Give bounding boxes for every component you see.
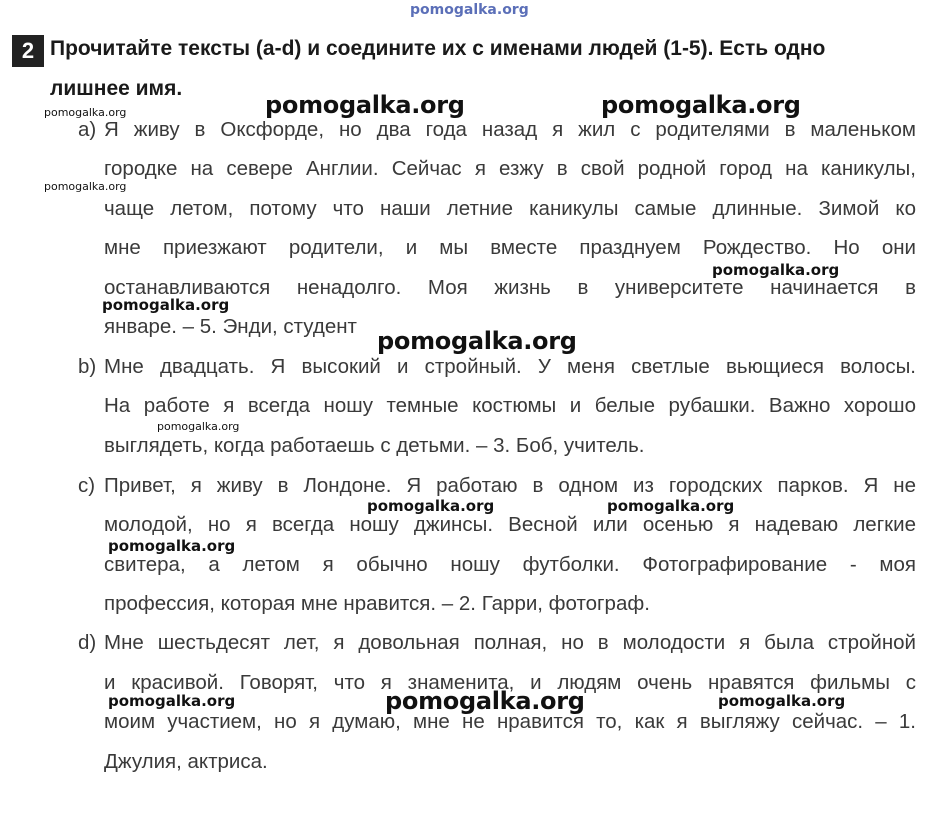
item-a-line-4: мне приезжают родители, и мы вместе празднуем Рождество. Но они bbox=[104, 236, 916, 259]
watermark: pomogalka.org bbox=[102, 296, 230, 314]
task-number-badge: 2 bbox=[12, 35, 44, 67]
item-a-line-5: останавливаются ненадолго. Моя жизнь в университете начинается в bbox=[104, 276, 916, 299]
item-b-line-3: выглядеть, когда работаешь с детьми. – 3. Боб, учитель. bbox=[104, 434, 645, 457]
item-c-line-3: свитера, а летом я обычно ношу футболки. Фотографирование - моя bbox=[104, 553, 916, 576]
watermark: pomogalka.org bbox=[718, 692, 846, 710]
item-a-marker: a) bbox=[78, 118, 97, 141]
item-b-marker: b) bbox=[78, 355, 97, 378]
item-d-line-1: Мне шестьдесят лет, я довольная полная, но в молодости я была стройной bbox=[104, 631, 916, 654]
item-d-line-4: Джулия, актриса. bbox=[104, 750, 268, 773]
item-a-line-1: Я живу в Оксфорде, но два года назад я жил с родителями в маленьком bbox=[104, 118, 916, 141]
watermark: pomogalka.org bbox=[367, 497, 495, 515]
watermark: pomogalka.org bbox=[108, 537, 236, 555]
item-d-line-2: и красивой. Говорят, что я знаменита, и людям очень нравятся фильмы с bbox=[104, 671, 916, 694]
watermark: pomogalka.org bbox=[607, 497, 735, 515]
watermark: pomogalka.org bbox=[601, 91, 801, 119]
watermark: pomogalka.org bbox=[385, 687, 585, 715]
watermark: pomogalka.org bbox=[265, 91, 465, 119]
watermark: pomogalka.org bbox=[377, 327, 577, 355]
item-a-line-6: январе. – 5. Энди, студент bbox=[104, 315, 357, 338]
watermark: pomogalka.org bbox=[44, 180, 127, 193]
item-b-line-1: Мне двадцать. Я высокий и стройный. У меня светлые вьющиеся волосы. bbox=[104, 355, 916, 378]
item-c-line-1: Привет, я живу в Лондоне. Я работаю в одном из городских парков. Я не bbox=[104, 474, 916, 497]
item-a-line-3: чаще летом, потому что наши летние каникулы самые длинные. Зимой ко bbox=[104, 197, 916, 220]
watermark: pomogalka.org bbox=[157, 420, 240, 433]
watermark: pomogalka.org bbox=[108, 692, 236, 710]
task-instruction-line-2: лишнее имя. bbox=[50, 77, 183, 100]
watermark: pomogalka.org bbox=[44, 106, 127, 119]
item-b-line-2: На работе я всегда ношу темные костюмы и белые рубашки. Важно хорошо bbox=[104, 394, 916, 417]
item-d-marker: d) bbox=[78, 631, 97, 654]
item-d-line-3: моим участием, но я думаю, мне не нравится то, как я выгляжу сейчас. – 1. bbox=[104, 710, 916, 733]
item-c-line-4: профессия, которая мне нравится. – 2. Гарри, фотограф. bbox=[104, 592, 650, 615]
item-c-marker: c) bbox=[78, 474, 96, 497]
watermark-top: pomogalka.org bbox=[410, 2, 529, 18]
watermark: pomogalka.org bbox=[712, 261, 840, 279]
item-c-line-2: молодой, но я всегда ношу джинсы. Весной или осенью я надеваю легкие bbox=[104, 513, 916, 536]
task-instruction-line-1: Прочитайте тексты (a-d) и соедините их с именами людей (1-5). Есть одно bbox=[50, 37, 826, 60]
item-a-line-2: городке на севере Англии. Сейчас я езжу в свой родной город на каникулы, bbox=[104, 157, 916, 180]
